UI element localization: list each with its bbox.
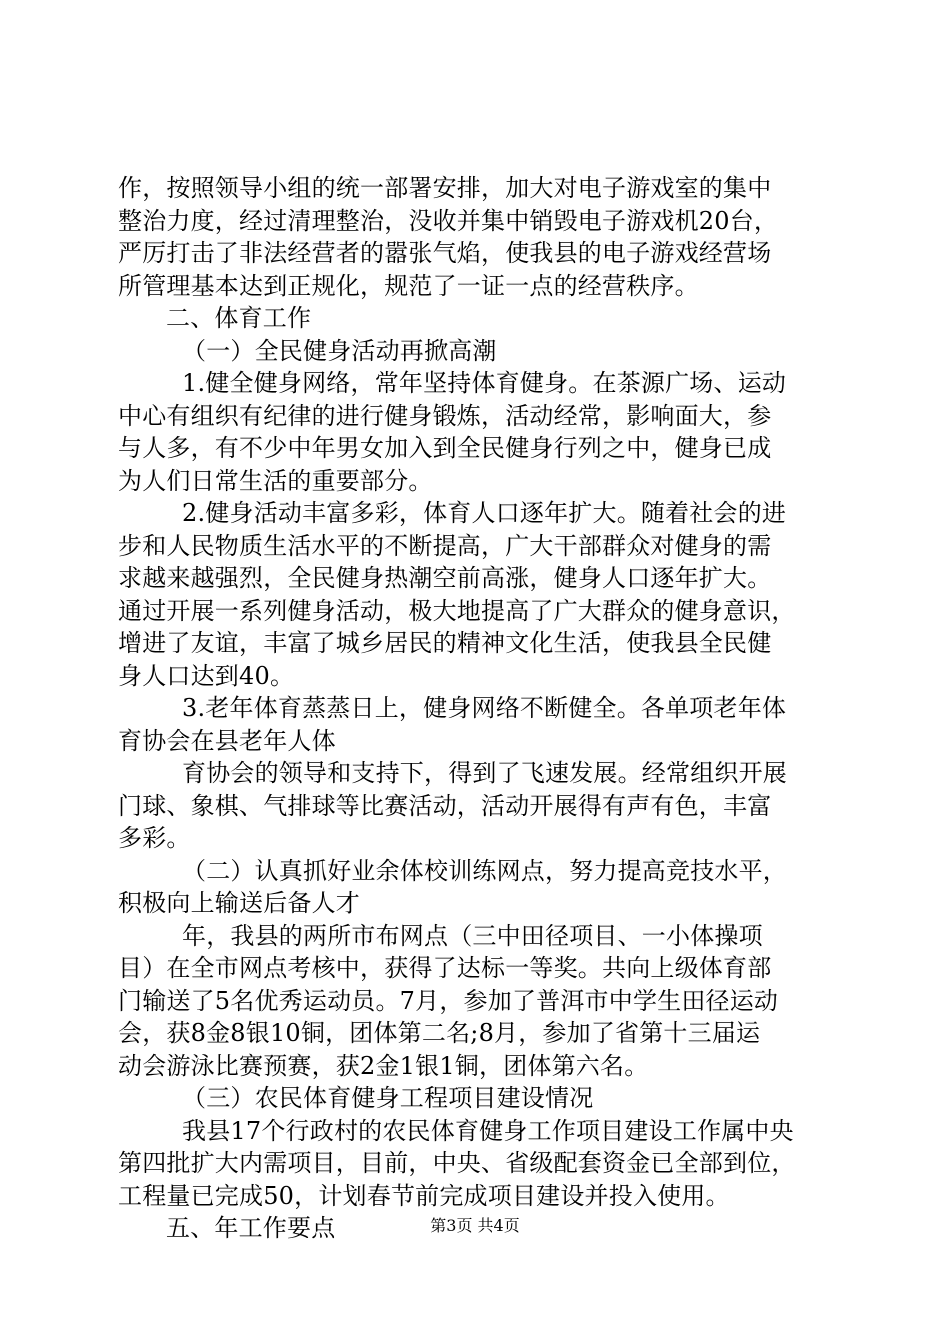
text-line: 身人口达到40。 — [118, 661, 295, 690]
section-heading: 二、体育工作 — [166, 304, 312, 332]
document-body — [118, 172, 834, 1245]
text-line: 育协会在县老年人体 — [118, 726, 336, 755]
text-line: 严厉打击了非法经营者的嚣张气焰，使我县的电子游戏经营场 — [118, 239, 772, 267]
text-line: 3.老年体育蒸蒸日上，健身网络不断健全。各单项老年体 — [182, 694, 787, 722]
text-line: 第四批扩大内需项目，目前，中央、省级配套资金已全部到位， — [118, 1149, 796, 1177]
text-line: 积极向上输送后备人才 — [118, 889, 360, 917]
text-line: 多彩。 — [118, 824, 191, 852]
text-line: 求越来越强烈，全民健身热潮空前高涨，健身人口逐年扩大。 — [118, 564, 772, 592]
text-line: 与人多，有不少中年男女加入到全民健身行列之中，健身已成 — [118, 434, 772, 462]
text-line: 通过开展一系列健身活动，极大地提高了广大群众的健身意识， — [118, 596, 796, 625]
text-line: 动会游泳比赛预赛，获2金1银1铜，团体第六名。 — [118, 1051, 649, 1080]
text-line: 增进了友谊，丰富了城乡居民的精神文化生活，使我县全民健 — [118, 629, 772, 657]
page-total: 共4页 — [477, 1216, 520, 1235]
text-line: 整治力度，经过清理整治，没收并集中销毁电子游戏机20台， — [118, 206, 779, 235]
text-line: 门球、象棋、气排球等比赛活动，活动开展得有声有色，丰富 — [118, 791, 772, 820]
page-number: 第3页 — [430, 1216, 473, 1235]
text-line: 门输送了5名优秀运动员。7月，参加了普洱市中学生田径运动 — [118, 986, 779, 1015]
text-line: 年，我县的两所市布网点（三中田径项目、一小体操项 — [182, 921, 763, 950]
subsection-heading: （三）农民体育健身工程项目建设情况 — [182, 1084, 594, 1112]
text-line: 1.健全健身网络，常年坚持体育健身。在茶源广场、运动 — [182, 369, 787, 397]
page-footer — [0, 1216, 950, 1236]
text-line: 目）在全市网点考核中，获得了达标一等奖。共向上级体育部 — [118, 954, 772, 982]
text-line: 会，获8金8银10铜，团体第二名;8月，参加了省第十三届运 — [118, 1019, 761, 1047]
section-heading: 五、年工作要点 — [166, 1214, 336, 1242]
text-line: 所管理基本达到正规化，规范了一证一点的经营秩序。 — [118, 271, 699, 300]
text-line: 工程量已完成50，计划春节前完成项目建设并投入使用。 — [118, 1181, 730, 1210]
subsection-heading: （一）全民健身活动再掀高潮 — [182, 336, 497, 365]
text-line: 步和人民物质生活水平的不断提高，广大干部群众对健身的需 — [118, 531, 772, 560]
text-line: 作，按照领导小组的统一部署安排，加大对电子游戏室的集中 — [118, 174, 772, 202]
text-line: 育协会的领导和支持下，得到了飞速发展。经常组织开展 — [182, 759, 787, 787]
text-line: 中心有组织有纪律的进行健身锻炼，活动经常，影响面大，参 — [118, 401, 772, 430]
text-line: 2.健身活动丰富多彩，体育人口逐年扩大。随着社会的进 — [182, 499, 787, 527]
text-line: 为人们日常生活的重要部分。 — [118, 466, 433, 495]
subsection-heading: （二）认真抓好业余体校训练网点，努力提高竞技水平， — [182, 856, 787, 885]
text-line: 我县17个行政村的农民体育健身工作项目建设工作属中央 — [182, 1116, 794, 1145]
